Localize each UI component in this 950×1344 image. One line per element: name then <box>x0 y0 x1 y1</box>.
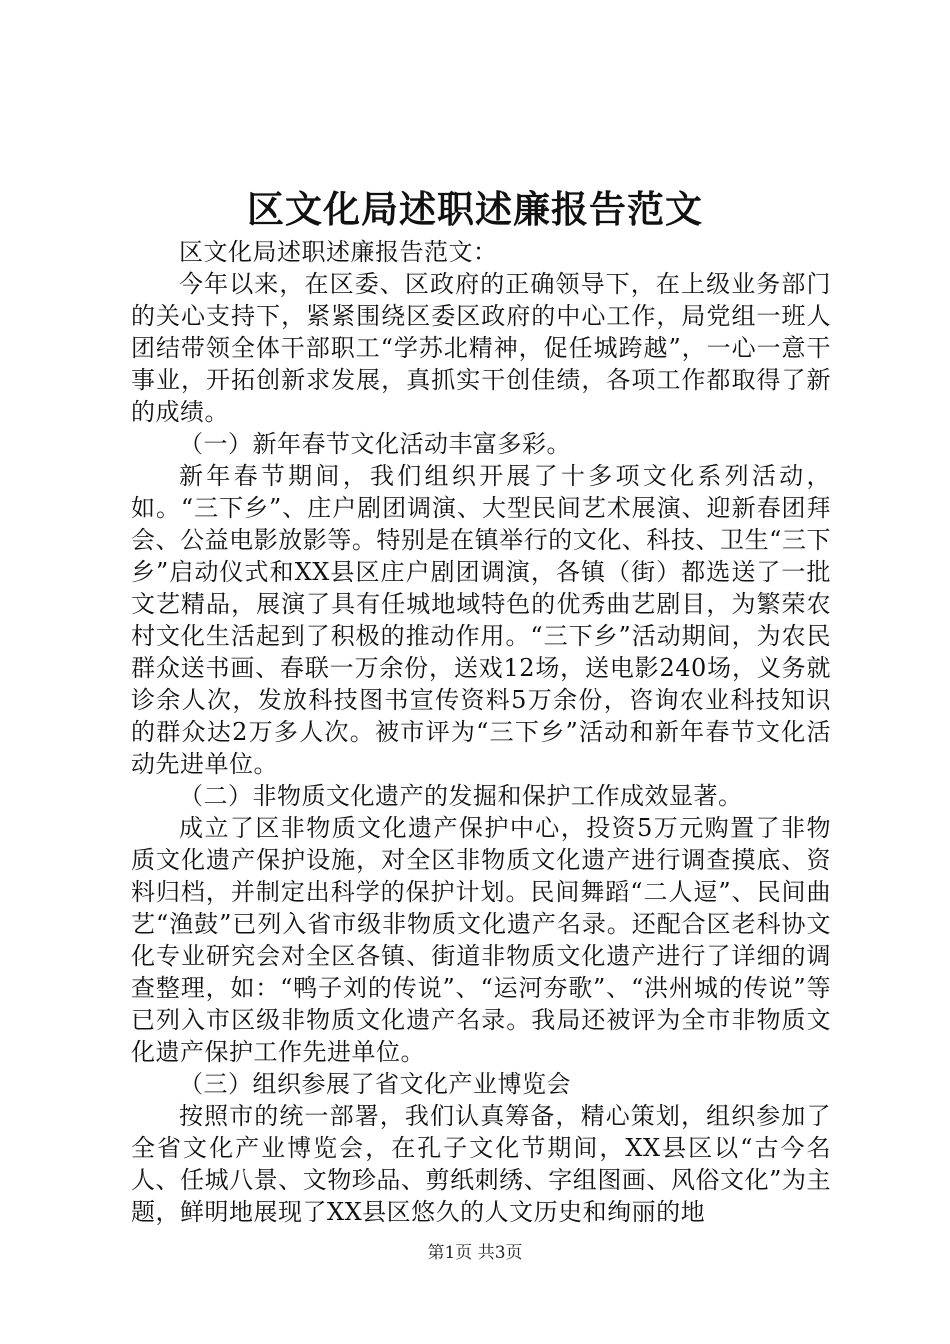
document-body <box>131 236 831 1228</box>
page-number-footer: 第1页 共3页 <box>427 1243 523 1263</box>
section-heading-1: （一）新年春节文化活动丰富多彩。 <box>179 430 571 458</box>
section-heading-2: （二）非物质文化遗产的发掘和保护工作成效显著。 <box>179 782 743 810</box>
paragraph-section-3: 按照市的统一部署，我们认真筹备，精心策划，组织参加了全省文化产业博览会，在孔子文化节期间，XX县区以“古今名人、任城八景、文物珍品、剪纸刺绣、字组图画、风俗文化”为主题，鲜明地展现了XX县区悠久的人文历史和绚丽的地 <box>131 1102 831 1226</box>
document-title: 区文化局述职述廉报告范文 <box>247 187 703 231</box>
paragraph-section-1: 新年春节期间，我们组织开展了十多项文化系列活动，如。“三下乡”、庄户剧团调演、大型民间艺术展演、迎新春团拜会、公益电影放影等。特别是在镇举行的文化、科技、卫生“三下乡”启动仪式和XX县区庄户剧团调演，各镇（街）都选送了一批文艺精品，展演了具有任城地域特色的优秀曲艺剧目，为繁荣农村文化生活起到了积极的推动作用。“三下乡”活动期间，为农民群众送书画、春联一万余份，送戏12场，送电影240场，义务就诊余人次，发放科技图书宣传资料5万余份，咨询农业科技知识的群众达2万多人次。被市评为“三下乡”活动和新年春节文化活动先进单位。 <box>131 462 831 778</box>
paragraph-intro: 区文化局述职述廉报告范文： <box>179 238 498 266</box>
paragraph-section-2: 成立了区非物质文化遗产保护中心，投资5万元购置了非物质文化遗产保护设施，对全区非物质文化遗产进行调查摸底、资料归档，并制定出科学的保护计划。民间舞蹈“二人逗”、民间曲艺“渔鼓”已列入省市级非物质文化遗产名录。还配合区老科协文化专业研究会对全区各镇、街道非物质文化遗产进行了详细的调查整理，如：“鸭子刘的传说”、“运河夯歌”、“洪州城的传说”等已列入市区级非物质文化遗产名录。我局还被评为全市非物质文化遗产保护工作先进单位。 <box>131 814 831 1066</box>
section-heading-3: （三）组织参展了省文化产业博览会 <box>179 1070 571 1098</box>
paragraph-overview: 今年以来，在区委、区政府的正确领导下，在上级业务部门的关心支持下，紧紧围绕区委区政府的中心工作，局党组一班人团结带领全体干部职工“学苏北精神，促任城跨越”，一心一意干事业，开拓创新求发展，真抓实干创佳绩，各项工作都取得了新的成绩。 <box>131 270 831 426</box>
